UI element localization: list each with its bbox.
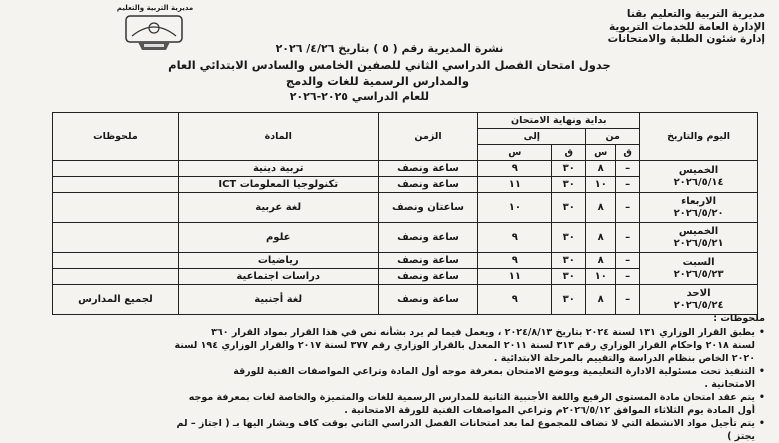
- table-row: [53, 223, 758, 253]
- notes-heading: ملحوظات :: [713, 313, 765, 324]
- day-date: ٢٠٢٦/٥/٢٠: [673, 207, 724, 219]
- subject: رياضيات: [178, 253, 378, 269]
- day-name: الخميس: [678, 164, 719, 176]
- subject: علوم: [178, 223, 378, 253]
- to-s: ٩: [478, 285, 552, 315]
- day-date: ٢٠٢٦/٥/٢٣: [673, 268, 724, 280]
- note-line: •يطبق القرار الوزاري ١٣١ لسنة ٢٠٢٤ بتاريخ ٢٠٢٤/٨/١٣ ، ويعمل فيما لم يرد بشأنه نص في هذا القرار بمواد القرار ٣٦٠: [211, 327, 765, 338]
- dept-line-2: الإدارة العامة للخدمات التربوية: [609, 20, 765, 33]
- document-titles: [140, 42, 639, 103]
- from-s: ٨: [586, 193, 616, 223]
- subject: لغة أجنبية: [178, 285, 378, 315]
- from-s: ٨: [586, 161, 616, 177]
- note-line: •يتم عقد امتحان مادة المستوى الرفيع واللغة الأجنبية الثانية للمدارس الرسمية للغات والمتميزة والخاصة لغات بمعرفة موجه: [188, 392, 765, 403]
- to-q: ٣٠: [552, 161, 586, 177]
- from-q: –: [616, 269, 640, 285]
- header-to-q: ق: [552, 145, 586, 161]
- from-s: ١٠: [586, 177, 616, 193]
- from-q: –: [616, 253, 640, 269]
- table-row: [53, 253, 758, 269]
- from-s: ٨: [586, 223, 616, 253]
- header-subject: المادة: [178, 113, 378, 161]
- exam-schedule-table: [52, 112, 758, 315]
- dept-line-3: إدارة شئون الطلبة والامتحانات: [607, 33, 765, 45]
- to-s: ١١: [478, 177, 552, 193]
- to-q: ٣٠: [552, 223, 586, 253]
- bullet-icon: •: [758, 392, 765, 403]
- subject: تكنولوجيا المعلومات ICT: [178, 177, 378, 193]
- header-to-s: س: [478, 145, 552, 161]
- note-line: يجتز ): [727, 431, 755, 442]
- note-line: أول المادة يوم الثلاثاء الموافق ٢٠٢٦/٥/١٢م وتراعي المواصفات الفنية للورقة الامتحانية .: [344, 405, 755, 416]
- to-q: ٣٠: [552, 285, 586, 315]
- table-row: [53, 193, 758, 223]
- duration: ساعة ونصف: [378, 285, 478, 315]
- header-range: بداية ونهاية الامتحان: [478, 113, 640, 129]
- header-notes: ملحوظات: [53, 113, 179, 161]
- note-line: •يتم تأجيل مواد الانشطة التي لا تضاف للمجموع لما بعد امتحانات الفصل الدراسي الثاني بوقت كاف ويشار اليها بـ ( اجتاز – لم: [176, 418, 765, 429]
- logo-caption-line-1: مديرية التربية والتعليم: [116, 4, 194, 12]
- from-q: –: [616, 161, 640, 177]
- subject: لغة عربية: [178, 193, 378, 223]
- to-s: ١١: [478, 269, 552, 285]
- header-duration: الزمن: [378, 113, 478, 161]
- header-to: إلى: [478, 129, 586, 145]
- bulletin-number: نشرة المديرية رقم ( ٥ ) بتاريخ ٤/٢٦/ ٢٠٢٦: [275, 42, 504, 55]
- duration: ساعة ونصف: [378, 269, 478, 285]
- notes-cell: [53, 223, 179, 253]
- to-q: ٣٠: [552, 253, 586, 269]
- day-name: الاربعاء: [681, 195, 717, 207]
- table-row: [53, 285, 758, 315]
- bullet-icon: •: [758, 366, 765, 377]
- note-line: ٢٠٢٠ الخاص بنظام الدراسة والتقييم بالمرحلة الابتدائية .: [493, 353, 755, 364]
- notes-cell: [53, 161, 179, 177]
- from-q: –: [616, 285, 640, 315]
- day-date: ٢٠٢٦/٥/١٤: [673, 176, 724, 188]
- notes-cell: لجميع المدارس: [53, 285, 179, 315]
- day-cell: [640, 161, 758, 193]
- notes-cell: [53, 269, 179, 285]
- to-s: ١٠: [478, 193, 552, 223]
- day-cell: [640, 223, 758, 253]
- title-line-1: جدول امتحان الفصل الدراسي الثاني للصفين الخامس والسادس الابتدائي العام: [168, 58, 611, 72]
- header-from-q: ق: [616, 145, 640, 161]
- subject: تربية دينية: [178, 161, 378, 177]
- header-row-1: [53, 113, 758, 129]
- subject: دراسات اجتماعية: [178, 269, 378, 285]
- title-line-2: والمدارس الرسمية للغات والدمج: [285, 74, 469, 88]
- note-line: •التنفيذ تحت مسئولية الادارة التعليمية ويوضع الامتحان بمعرفة موجه أول المادة وتراعي المواصفات الفنية للورقة: [233, 366, 765, 377]
- header-day: اليوم والتاريخ: [640, 113, 758, 161]
- header-from: من: [586, 129, 640, 145]
- from-s: ٨: [586, 285, 616, 315]
- notes-section: [14, 312, 765, 443]
- from-q: –: [616, 193, 640, 223]
- dept-line-1: مديرية التربية والتعليم بقنا: [626, 8, 765, 20]
- to-s: ٩: [478, 161, 552, 177]
- to-s: ٩: [478, 223, 552, 253]
- department-header: [525, 8, 765, 46]
- day-date: ٢٠٢٦/٥/٢١: [673, 237, 724, 249]
- to-q: ٣٠: [552, 269, 586, 285]
- bullet-icon: •: [758, 418, 765, 429]
- from-q: –: [616, 223, 640, 253]
- day-cell: [640, 253, 758, 285]
- duration: ساعة ونصف: [378, 177, 478, 193]
- day-cell: [640, 285, 758, 315]
- day-name: السبت: [682, 256, 715, 268]
- header-from-s: س: [586, 145, 616, 161]
- from-q: –: [616, 177, 640, 193]
- notes-cell: [53, 177, 179, 193]
- duration: ساعة ونصف: [378, 223, 478, 253]
- day-date: ٢٠٢٦/٥/٢٤: [673, 299, 724, 311]
- duration: ساعتان ونصف: [378, 193, 478, 223]
- day-name: الخميس: [678, 225, 719, 237]
- notes-cell: [53, 253, 179, 269]
- note-line: الامتحانية .: [704, 379, 755, 390]
- duration: ساعة ونصف: [378, 253, 478, 269]
- title-line-3: للعام الدراسي ٢٠٢٥-٢٠٢٦: [289, 90, 429, 103]
- to-q: ٣٠: [552, 193, 586, 223]
- notes-cell: [53, 193, 179, 223]
- bullet-icon: •: [758, 327, 765, 338]
- day-name: الاحد: [686, 287, 711, 299]
- duration: ساعة ونصف: [378, 161, 478, 177]
- from-s: ١٠: [586, 269, 616, 285]
- to-q: ٣٠: [552, 177, 586, 193]
- table-row: [53, 161, 758, 177]
- from-s: ٨: [586, 253, 616, 269]
- to-s: ٩: [478, 253, 552, 269]
- day-cell: [640, 193, 758, 223]
- note-line: لسنة ٢٠١٨ واحكام القرار الوزاري رقم ٣١٣ لسنة ٢٠١١ المعدل بالقرار الوزاري رقم ٣٧٧ لسنة ٢٠١٧ والقرار الوزاري ١٩٤ لسنة: [174, 340, 755, 351]
